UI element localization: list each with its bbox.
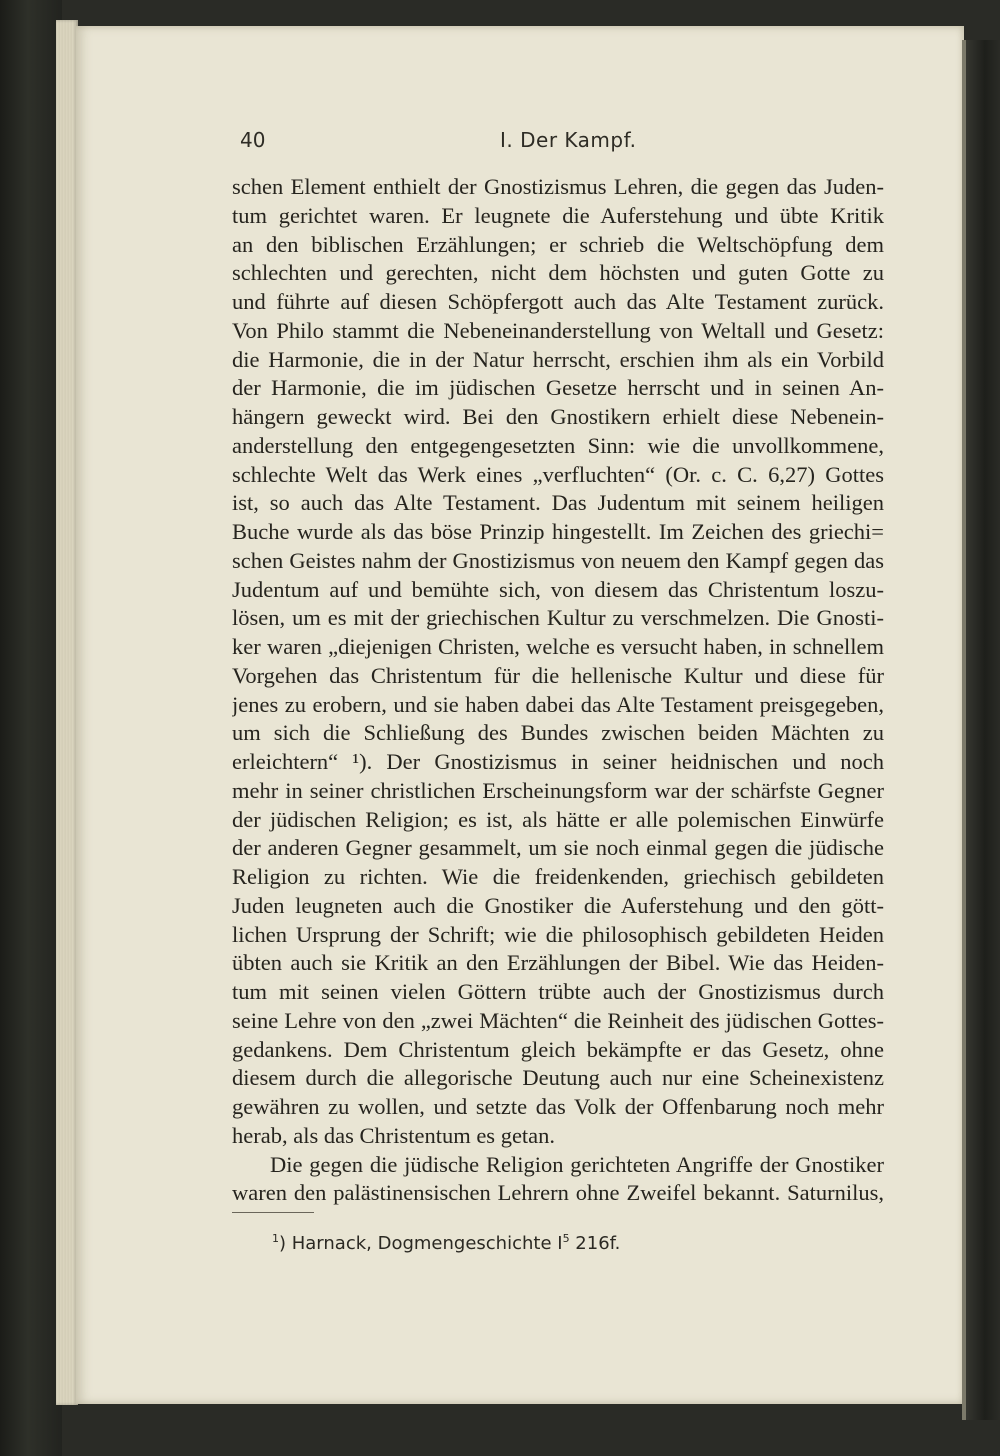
text-line: lichen Ursprung der Schrift; wie die philosophisch gebildeten Heiden <box>232 921 884 947</box>
page-number: 40 <box>240 128 266 152</box>
text-line: jenes zu erobern, und sie haben dabei das Alte Testament preisgegeben, <box>232 691 884 717</box>
footnote-edition: 5 <box>562 1232 570 1245</box>
text-line: der jüdischen Religion; es ist, als hätte er alle polemischen Einwürfe <box>232 806 884 832</box>
text-line: Vorgehen das Christentum für die hellenische Kultur und diese für <box>232 662 884 688</box>
text-line: mehr in seiner christlichen Erscheinungsform war der schärfste Gegner <box>232 777 884 803</box>
text-line: ist, so auch das Alte Testament. Das Judentum mit seinem heiligen <box>232 490 884 516</box>
text-line: schen Geistes nahm der Gnostizismus von neuem den Kampf gegen das <box>232 547 884 573</box>
footnote-marker: 1 <box>272 1232 279 1245</box>
text-line: erleichtern“ ¹). Der Gnostizismus in seiner heidnischen und noch <box>232 749 884 774</box>
text-line: Religion zu richten. Wie die freidenkenden, griechisch gebildeten <box>232 864 884 889</box>
footnote-pages: 216f. <box>569 1233 621 1254</box>
text-line: diesem durch die allegorische Deutung auch nur eine Scheinexistenz <box>232 1065 884 1091</box>
page-edges <box>56 20 78 1405</box>
text-line: Juden leugneten auch die Gnostiker die Auferstehung und den gött- <box>232 892 884 918</box>
text-line: um sich die Schließung des Bundes zwischen beiden Mächten zu <box>232 720 884 746</box>
body-text <box>232 173 884 1208</box>
text-line: waren den palästinensischen Lehrern ohne Zweifel bekannt. Saturnilus, <box>232 1180 884 1206</box>
text-line: schlechte Welt das Werk eines „verfluchten“ (Or. c. C. 6,27) Gottes <box>232 461 884 487</box>
text-line: Judentum auf und bemühte sich, von diesem das Christentum loszu- <box>232 576 884 602</box>
text-line: die Harmonie, die in der Natur herrscht, erschien ihm als ein Vorbild <box>232 346 884 372</box>
text-line: tum mit seinen vielen Göttern trübte auch der Gnostizismus durch <box>232 979 884 1004</box>
text-line: Von Philo stammt die Nebeneinanderstellung von Weltall und Gesetz: <box>232 317 884 343</box>
book-cover-right <box>962 40 1000 1420</box>
text-line: an den biblischen Erzählungen; er schrieb die Weltschöpfung dem <box>232 231 884 257</box>
text-line: seine Lehre von den „zwei Mächten“ die Reinheit des jüdischen Gottes- <box>232 1007 884 1033</box>
facing-page-edge <box>962 40 966 1420</box>
text-line: anderstellung den entgegengesetzten Sinn: wie die unvollkommene, <box>232 432 884 458</box>
text-line: lösen, um es mit der griechischen Kultur zu verschmelzen. Die Gnosti- <box>232 605 884 631</box>
book-cover-left <box>0 0 62 1456</box>
footnote <box>272 1232 620 1254</box>
footnote-rule <box>232 1212 314 1213</box>
text-line: schlechten und gerechten, nicht dem höchsten und guten Gotte zu <box>232 260 884 286</box>
paragraph-start-line: Die gegen die jüdische Religion gerichteten Angriffe der Gnostiker <box>270 1151 884 1177</box>
chapter-title: I. Der Kampf. <box>500 128 637 152</box>
text-line: tum gerichtet waren. Er leugnete die Auferstehung und übte Kritik <box>232 202 884 228</box>
text-line: Buche wurde als das böse Prinzip hingestellt. Im Zeichen des griechi= <box>232 519 884 544</box>
text-line: übten auch sie Kritik an den Erzählungen der Bibel. Wie das Heiden- <box>232 950 884 976</box>
running-head <box>236 128 896 158</box>
text-line: ker waren „diejenigen Christen, welche es versucht haben, in schnellem <box>232 634 884 659</box>
text-line: herab, als das Christentum es getan. <box>232 1122 556 1148</box>
text-line: und führte auf diesen Schöpfergott auch das Alte Testament zurück. <box>232 289 884 314</box>
text-line: gewähren zu wollen, und setzte das Volk der Offenbarung noch mehr <box>232 1094 884 1119</box>
footnote-text: ) Harnack, Dogmengeschichte I <box>279 1233 563 1254</box>
text-line: der Harmonie, die im jüdischen Gesetze herrscht und in seinen An- <box>232 375 884 401</box>
text-line: der anderen Gegner gesammelt, um sie noch einmal gegen die jüdische <box>232 835 884 861</box>
text-line: gedankens. Dem Christentum gleich bekämpfte er das Gesetz, ohne <box>232 1036 884 1062</box>
text-line: schen Element enthielt der Gnostizismus Lehren, die gegen das Juden- <box>232 174 884 199</box>
text-line: hängern geweckt wird. Bei den Gnostikern erhielt diese Nebenein- <box>232 404 884 429</box>
